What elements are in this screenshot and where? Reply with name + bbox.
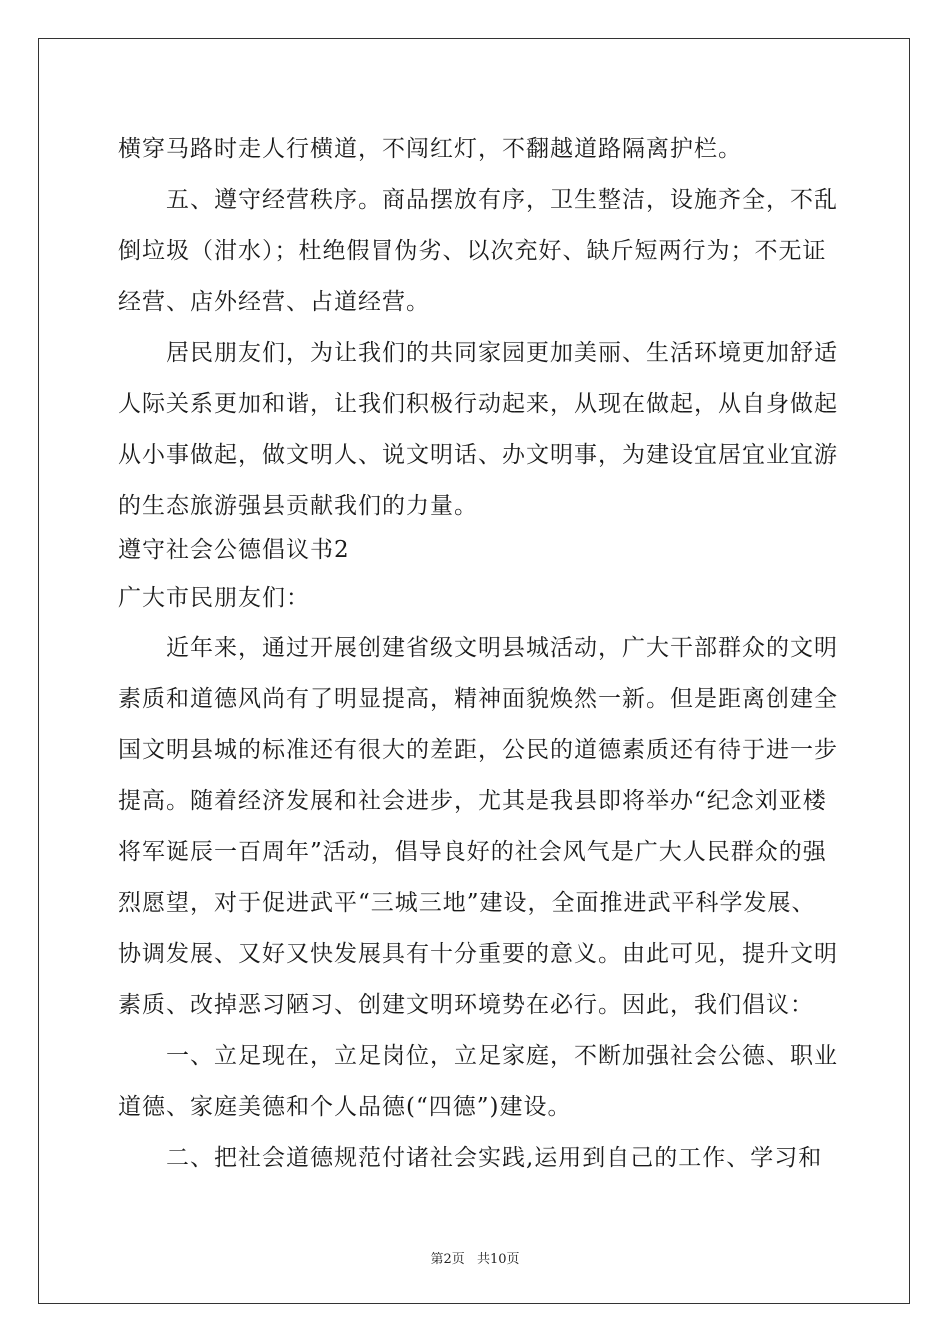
text-line: 横穿马路时走人行横道，不闯红灯，不翻越道路隔离护栏。 xyxy=(118,136,742,162)
text-line: 居民朋友们，为让我们的共同家园更加美丽、生活环境更加舒适 xyxy=(118,340,838,366)
text-line: 素质和道德风尚有了明显提高，精神面貌焕然一新。但是距离创建全 xyxy=(118,686,838,712)
text-line: 的生态旅游强县贡献我们的力量。 xyxy=(118,493,478,519)
text-line: 协调发展、又好又快发展具有十分重要的意义。由此可见，提升文明 xyxy=(118,941,838,967)
text-line: 从小事做起，做文明人、说文明话、办文明事，为建设宜居宜业宜游 xyxy=(118,442,838,468)
text-line: 道德、家庭美德和个人品德(“四德”)建设。 xyxy=(118,1094,572,1120)
text-line: 人际关系更加和谐，让我们积极行动起来，从现在做起，从自身做起 xyxy=(118,391,838,417)
text-line: 经营、店外经营、占道经营。 xyxy=(118,289,430,315)
section-heading: 遵守社会公德倡议书2 xyxy=(118,537,350,563)
text-line: 将军诞辰一百周年”活动，倡导良好的社会风气是广大人民群众的强 xyxy=(118,839,827,865)
text-line: 国文明县城的标准还有很大的差距，公民的道德素质还有待于进一步 xyxy=(118,737,838,763)
page-footer xyxy=(0,1248,950,1267)
text-line: 二、把社会道德规范付诸社会实践,运用到自己的工作、学习和 xyxy=(118,1145,823,1171)
text-line: 五、遵守经营秩序。商品摆放有序，卫生整洁，设施齐全，不乱 xyxy=(118,187,838,213)
page-total: 共10页 xyxy=(476,1252,520,1267)
text-line: 素质、改掉恶习陋习、创建文明环境势在必行。因此，我们倡议： xyxy=(118,992,814,1018)
text-line: 提高。随着经济发展和社会进步，尤其是我县即将举办“纪念刘亚楼 xyxy=(118,788,827,814)
page-number: 第2页 xyxy=(430,1252,465,1267)
text-line: 近年来，通过开展创建省级文明县城活动，广大干部群众的文明 xyxy=(118,635,838,661)
salutation: 广大市民朋友们： xyxy=(118,585,310,611)
text-line: 一、立足现在，立足岗位，立足家庭，不断加强社会公德、职业 xyxy=(118,1043,838,1069)
text-line: 倒垃圾（泔水）；杜绝假冒伪劣、以次充好、缺斤短两行为；不无证 xyxy=(118,238,827,264)
text-line: 烈愿望，对于促进武平“三城三地”建设，全面推进武平科学发展、 xyxy=(118,890,816,916)
